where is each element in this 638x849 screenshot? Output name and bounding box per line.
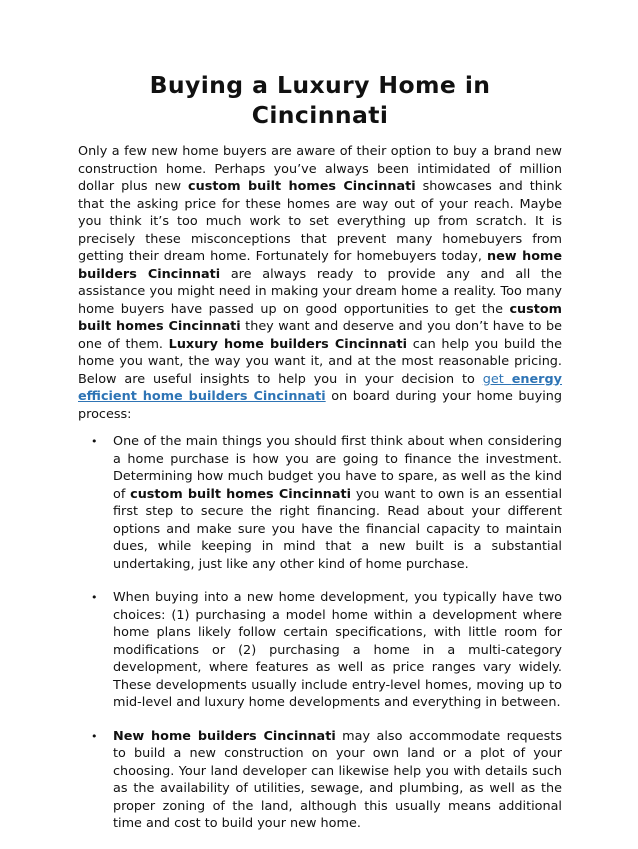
- list-item: [78, 728, 562, 833]
- intro-keyword-2: new home builders Cincinnati: [78, 249, 563, 282]
- bullet-1-text-1: One of the main things you should first think about when considering a home purchase is how you are going to finance the investment. Determining how much budget you have to spare, as well as the kind of: [113, 434, 562, 502]
- page-title: Buying a Luxury Home in Cincinnati: [149, 71, 491, 129]
- intro-text-2: showcases and think that the asking price for these homes are way out of your reach. Maybe you think it’s too much work to set everything up from scratch. It is precisely these misconceptions that prevent many homebuyers from getting their dream home. Fortunately for homebuyers today,: [78, 179, 562, 264]
- bullet-1-text-2: you want to own is an essential first step to secure the right financing. Read about your different options and make sure you have the financial capacity to maintain dues, while keeping in mind that a new built is a substantial undertaking, just like any other kind of home purchase.: [113, 486, 562, 572]
- link-text-bold: energy efficient home builders Cincinnati: [78, 371, 562, 404]
- bullet-icon: •: [91, 591, 98, 604]
- list-item: [78, 433, 562, 573]
- intro-text-3: are always ready to provide any and all the assistance you might need in making your dream home a reality. Too many home buyers have passed up on good opportunities to get the: [78, 266, 562, 317]
- bullet-3-text: may also accommodate requests to build a new construction on your own land or a plot of your choosing. Your land developer can likewise help you with details such as the availability of utilities, sewage, and plumbing, as well as the proper zoning of the land, although this usually means additional time and cost to build your new home.: [113, 728, 562, 831]
- intro-text-4: they want and deserve and you don’t have to be one of them.: [78, 319, 562, 352]
- intro-text-1: Only a few new home buyers are aware of their option to buy a brand new construction home. Perhaps you’ve always been intimidated of million dollar plus new: [78, 144, 562, 194]
- bullet-icon: •: [91, 729, 98, 743]
- list-item: [78, 589, 562, 712]
- bullet-3-keyword: New home builders Cincinnati: [113, 728, 336, 744]
- intro-paragraph: [78, 143, 562, 423]
- intro-keyword-4: Luxury home builders Cincinnati: [168, 336, 408, 352]
- insights-list: [78, 433, 562, 833]
- intro-text-5: can help you build the home you want, the way you want it, and at the most reasonable pricing. Below are useful insights to help you in your decision to: [78, 336, 562, 387]
- intro-keyword-1: custom built homes Cincinnati: [188, 179, 416, 194]
- bullet-1-keyword: custom built homes Cincinnati: [130, 486, 352, 502]
- intro-text-6: on board during your home buying process:: [78, 389, 562, 422]
- bullet-icon: •: [91, 435, 98, 448]
- document-page: [78, 70, 562, 849]
- intro-keyword-3: custom built homes Cincinnati: [78, 301, 562, 334]
- link-text-plain: get: [482, 371, 512, 387]
- bullet-2-text: When buying into a new home development, you typically have two choices: (1) purchasing a model home within a development where home plans likely follow certain specifications, with little room for modifications or (2) purchasing a home in a multi-category development, where features as well as price ranges vary widely. These developments usually include entry-level homes, moving up to mid-level and luxury home developments and everything in between.: [113, 590, 562, 710]
